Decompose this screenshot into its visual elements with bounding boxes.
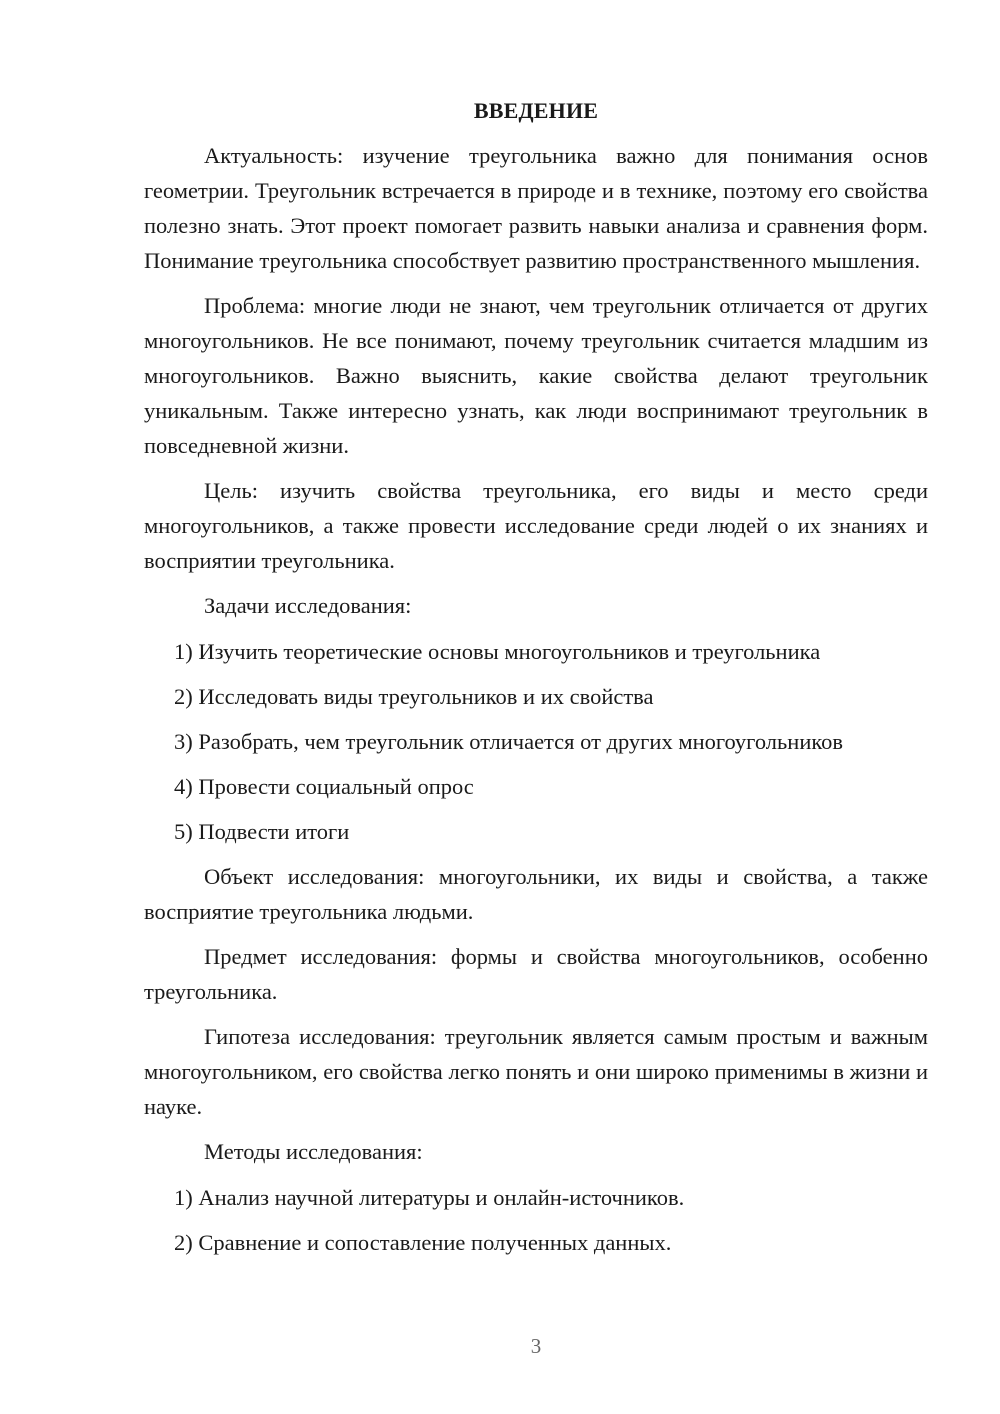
goal-paragraph: Цель: изучить свойства треугольника, его виды и место среди многоугольников, а также провести исследование среди людей о их знаниях и восприятии треугольника. xyxy=(144,478,928,573)
list-item: 2) Исследовать виды треугольников и их свойства xyxy=(174,684,654,709)
methods-list xyxy=(144,1180,928,1260)
object-paragraph: Объект исследования: многоугольники, их виды и свойства, а также восприятие треугольника людьми. xyxy=(144,864,928,924)
page-title: ВВЕДЕНИЕ xyxy=(473,98,599,123)
methods-heading: Методы исследования: xyxy=(204,1139,423,1164)
list-item: 5) Подвести итоги xyxy=(174,819,350,844)
tasks-list xyxy=(144,634,928,849)
problem-paragraph: Проблема: многие люди не знают, чем треугольник отличается от других многоугольников. Не все понимают, почему треугольник считается младшим из многоугольников. Важно выяснить, какие свойства делают треугольник уникальным. Также интересно узнать, как люди воспринимают треугольник в повседневной жизни. xyxy=(144,293,928,458)
list-item: 4) Провести социальный опрос xyxy=(174,774,474,799)
list-item: 1) Анализ научной литературы и онлайн-источников. xyxy=(174,1185,685,1210)
list-item: 2) Сравнение и сопоставление полученных данных. xyxy=(174,1230,672,1255)
list-item: 3) Разобрать, чем треугольник отличается от других многоугольников xyxy=(174,729,844,754)
tasks-heading: Задачи исследования: xyxy=(204,593,412,618)
list-item: 1) Изучить теоретические основы многоугольников и треугольника xyxy=(174,639,821,664)
page-number: 3 xyxy=(530,1334,542,1358)
relevance-paragraph: Актуальность: изучение треугольника важно для понимания основ геометрии. Треугольник встречается в природе и в технике, поэтому его свойства полезно знать. Этот проект помогает развить навыки анализа и сравнения форм. Понимание треугольника способствует развитию пространственного мышления. xyxy=(144,143,928,273)
hypothesis-paragraph: Гипотеза исследования: треугольник является самым простым и важным многоугольником, его свойства легко понять и они широко применимы в жизни и науке. xyxy=(144,1024,928,1119)
document-page xyxy=(144,96,928,1270)
subject-paragraph: Предмет исследования: формы и свойства многоугольников, особенно треугольника. xyxy=(144,944,928,1004)
